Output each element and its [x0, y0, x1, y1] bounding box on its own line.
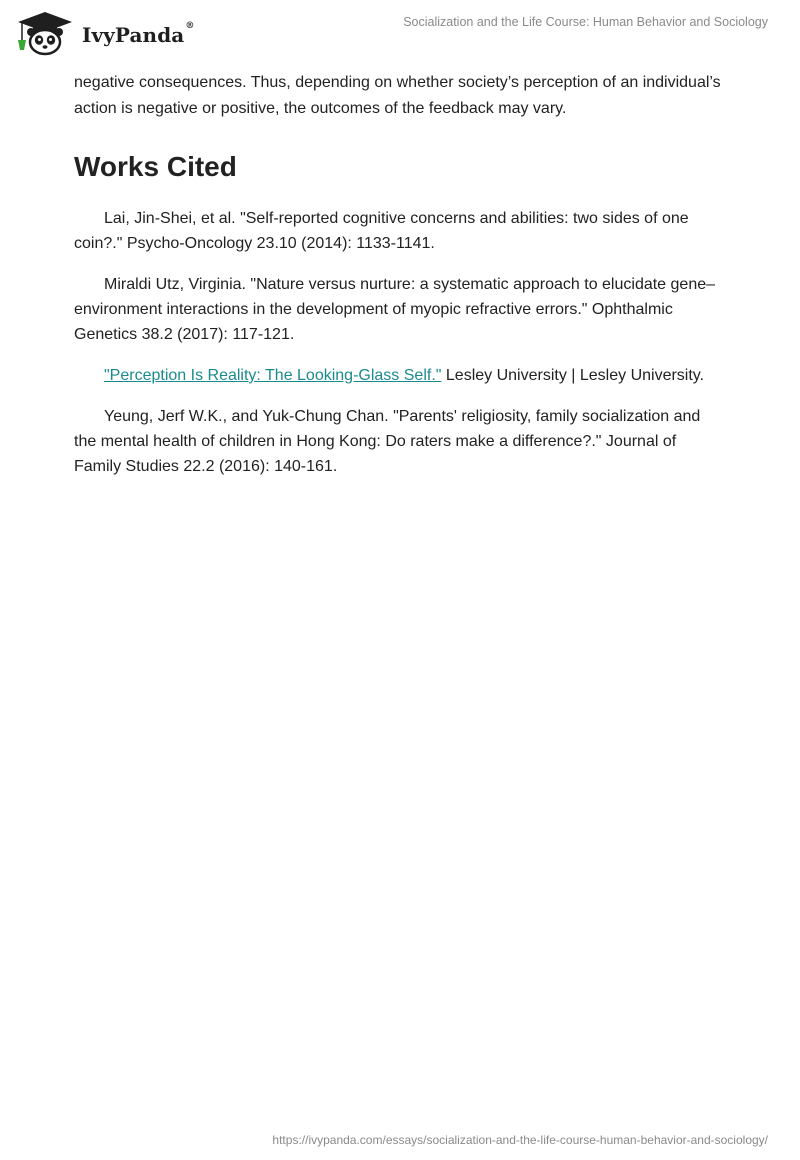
registered-mark: ® [185, 21, 195, 31]
source-url: https://ivypanda.com/essays/socialization-and-the-life-course-human-behavior-and-sociology/ [272, 1133, 768, 1147]
panda-graduate-icon [14, 10, 76, 56]
logo-wordmark [82, 23, 194, 47]
logo-name: IvyPanda [82, 23, 185, 47]
citation-item [74, 363, 724, 388]
running-title: Socialization and the Life Course: Human Behavior and Sociology [403, 15, 768, 29]
document-body [74, 70, 724, 495]
citation-item: Miraldi Utz, Virginia. "Nature versus nurture: a systematic approach to elucidate gene–environment interactions in the development of myopic refractive errors." Ophthalmic Genetics 38.2 (2017): 117-121. [74, 276, 716, 343]
works-cited-heading: Works Cited [74, 151, 237, 182]
ivypanda-logo[interactable] [14, 8, 194, 58]
citation-item: Lai, Jin-Shei, et al. "Self-reported cognitive concerns and abilities: two sides of one coin?." Psycho-Oncology 23.10 (2014): 1133-1141. [74, 210, 689, 252]
citation-link[interactable]: "Perception Is Reality: The Looking-Glass Self." [104, 367, 442, 384]
citation-item: Yeung, Jerf W.K., and Yuk-Chung Chan. "Parents' religiosity, family socialization and the mental health of children in Hong Kong: Do raters make a difference?." Journal of Family Studies 22.2 (2016): 140-161. [74, 408, 701, 475]
citation-text: Lesley University | Lesley University. [441, 367, 705, 384]
intro-paragraph: negative consequences. Thus, depending on whether society’s perception of an individual’s action is negative or positive, the outcomes of the feedback may vary. [74, 74, 721, 117]
page-header [0, 0, 800, 70]
